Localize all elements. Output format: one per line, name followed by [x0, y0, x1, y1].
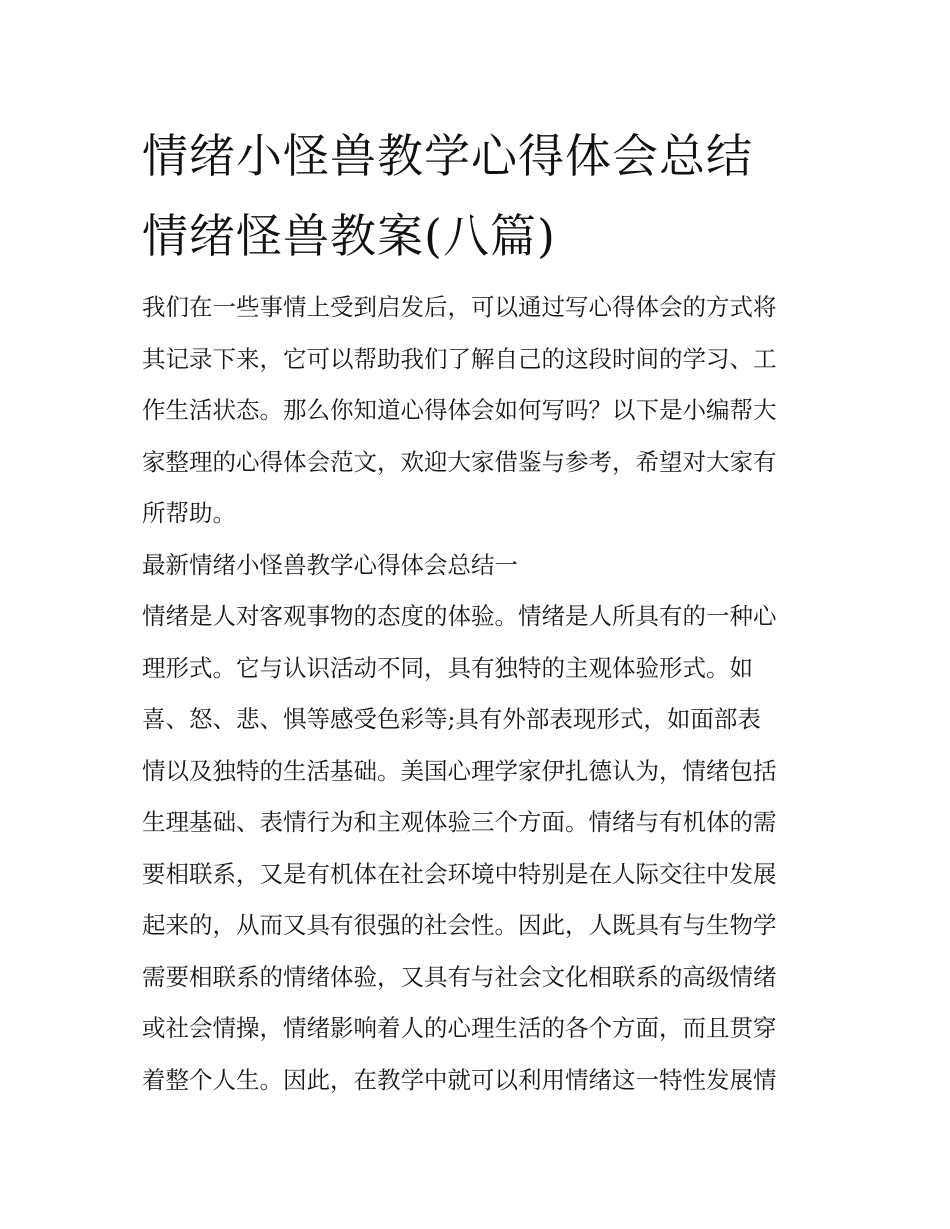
section-heading: 最新情绪小怪兽教学心得体会总结一 [142, 550, 518, 579]
paragraph-line-6: 要相联系，又是有机体在社会环境中特别是在人际交往中发展 [142, 859, 777, 888]
paragraph-line-5: 生理基础、表情行为和主观体验三个方面。情绪与有机体的需 [142, 808, 777, 836]
document-body [142, 282, 822, 1106]
intro-line-1: 我们在一些事情上受到启发后，可以通过写心得体会的方式将 [142, 293, 777, 321]
title-line-1: 情绪小怪兽教学心得体会总结 [142, 129, 753, 183]
paragraph-line-4: 情以及独特的生活基础。美国心理学家伊扎德认为，情绪包括 [142, 756, 777, 785]
intro-line-2: 其记录下来，它可以帮助我们了解自己的这段时间的学习、工 [142, 344, 777, 373]
paragraph-line-1: 情绪是人对客观事物的态度的体验。情绪是人所具有的一种心 [142, 602, 777, 630]
paragraph-line-7: 起来的，从而又具有很强的社会性。因此，人既具有与生物学 [142, 911, 777, 939]
intro-line-3: 作生活状态。那么你知道心得体会如何写吗？以下是小编帮大 [142, 396, 777, 424]
paragraph-line-10: 着整个人生。因此，在教学中就可以利用情绪这一特性发展情 [142, 1065, 777, 1094]
intro-line-5: 所帮助。 [142, 499, 236, 527]
paragraph-line-3: 喜、怒、悲、惧等感受色彩等;具有外部表现形式，如面部表 [142, 705, 761, 733]
document-title [142, 116, 822, 276]
paragraph-line-9: 或社会情操，情绪影响着人的心理生活的各个方面，而且贯穿 [142, 1014, 777, 1042]
title-line-2: 情绪怪兽教案(八篇) [142, 209, 556, 263]
paragraph-line-2: 理形式。它与认识活动不同，具有独特的主观体验形式。如 [142, 653, 753, 682]
paragraph-line-8: 需要相联系的情绪体验，又具有与社会文化相联系的高级情绪 [142, 962, 777, 991]
intro-line-4: 家整理的心得体会范文，欢迎大家借鉴与参考，希望对大家有 [142, 447, 777, 476]
